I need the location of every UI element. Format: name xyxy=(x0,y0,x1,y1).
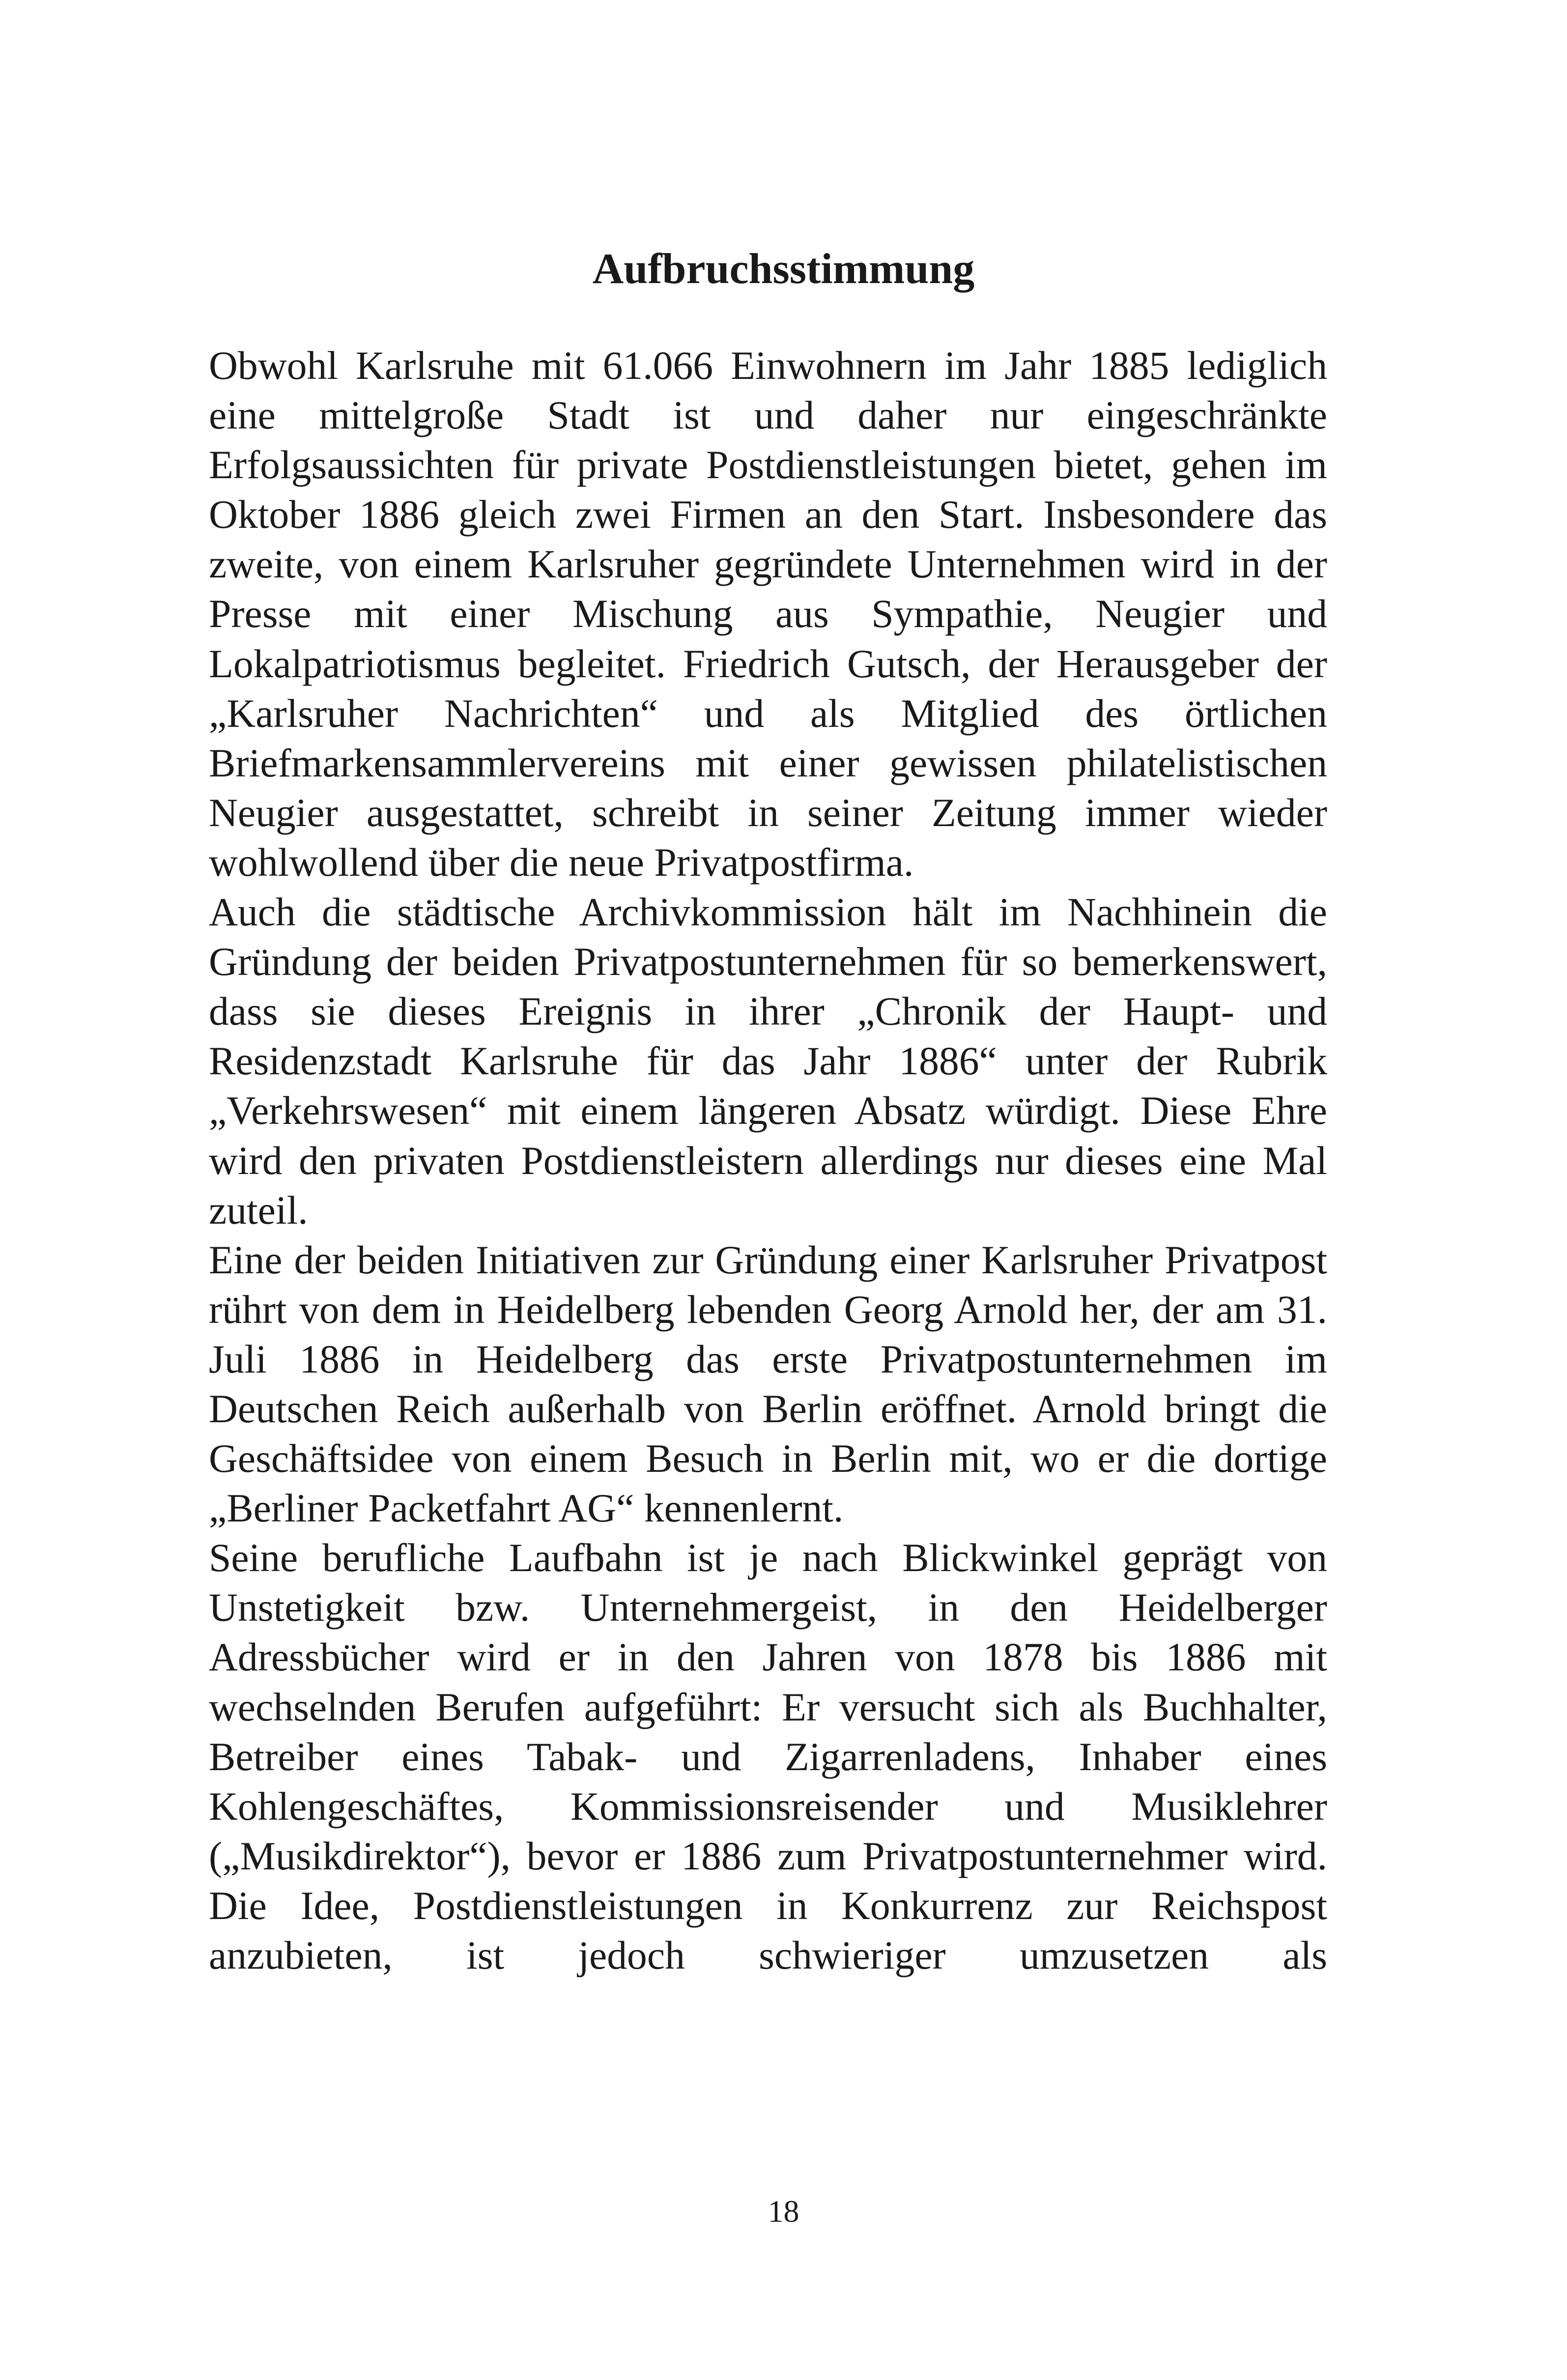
paragraph-4: Seine berufliche Laufbahn ist je nach Blickwinkel geprägt von Unstetigkeit bzw. Unternehmergeist, in den Heidelberger Adressbücher wird er in den Jahren von 1878 bis 1886 mit wechselnden Berufen aufgeführt: Er versucht sich als Buchhalter, Betreiber eines Tabak- und Zigarrenladens, Inhaber eines Kohlengeschäftes, Kommissionsreisender und Musiklehrer („Musikdirektor“), bevor er 1886 zum Privatpostunternehmer wird. Die Idee, Postdienstleistungen in Konkurrenz zur Reichspost anzubieten, ist jedoch schwieriger umzusetzen als xyxy=(209,1535,1327,1978)
paragraph-3: Eine der beiden Initiativen zur Gründung einer Karlsruher Privatpost rührt von dem in Heidelberg lebenden Georg Arnold her, der am 31. Juli 1886 in Heidelberg das erste Privatpostunternehmen im Deutschen Reich außerhalb von Berlin eröffnet. Arnold bringt die Geschäftsidee von einem Besuch in Berlin mit, wo er die dortige „Berliner Packetfahrt AG“ kennenlernt. xyxy=(209,1237,1327,1531)
page-number: 18 xyxy=(768,2194,799,2229)
paragraph-1: Obwohl Karlsruhe mit 61.066 Einwohnern im Jahr 1885 lediglich eine mittelgroße Stadt ist und daher nur eingeschränkte Erfolgsaussichten für private Postdienstleistungen bietet, gehen im Oktober 1886 gleich zwei Firmen an den Start. Insbesondere das zweite, von einem Karlsruher gegründete Unternehmen wird in der Presse mit einer Mischung aus Sympathie, Neugier und Lokalpatriotismus begleitet. Friedrich Gutsch, der Herausgeber der „Karlsruher Nachrichten“ und als Mitglied des örtlichen Briefmarkensammlervereins mit einer gewissen philatelistischen Neugier ausgestattet, schreibt in seiner Zeitung immer wieder wohlwollend über die neue Privatpostfirma. xyxy=(209,343,1327,885)
body-text xyxy=(209,341,1327,1980)
chapter-title: Aufbruchsstimmung xyxy=(592,245,975,293)
paragraph-2: Auch die städtische Archivkommission hält im Nachhinein die Gründung der beiden Privatpostunternehmen für so bemerkenswert, dass sie dieses Ereignis in ihrer „Chronik der Haupt- und Residenzstadt Karlsruhe für das Jahr 1886“ unter der Rubrik „Verkehrswesen“ mit einem längeren Absatz würdigt. Diese Ehre wird den privaten Postdienstleistern allerdings nur dieses eine Mal zuteil. xyxy=(209,889,1327,1233)
